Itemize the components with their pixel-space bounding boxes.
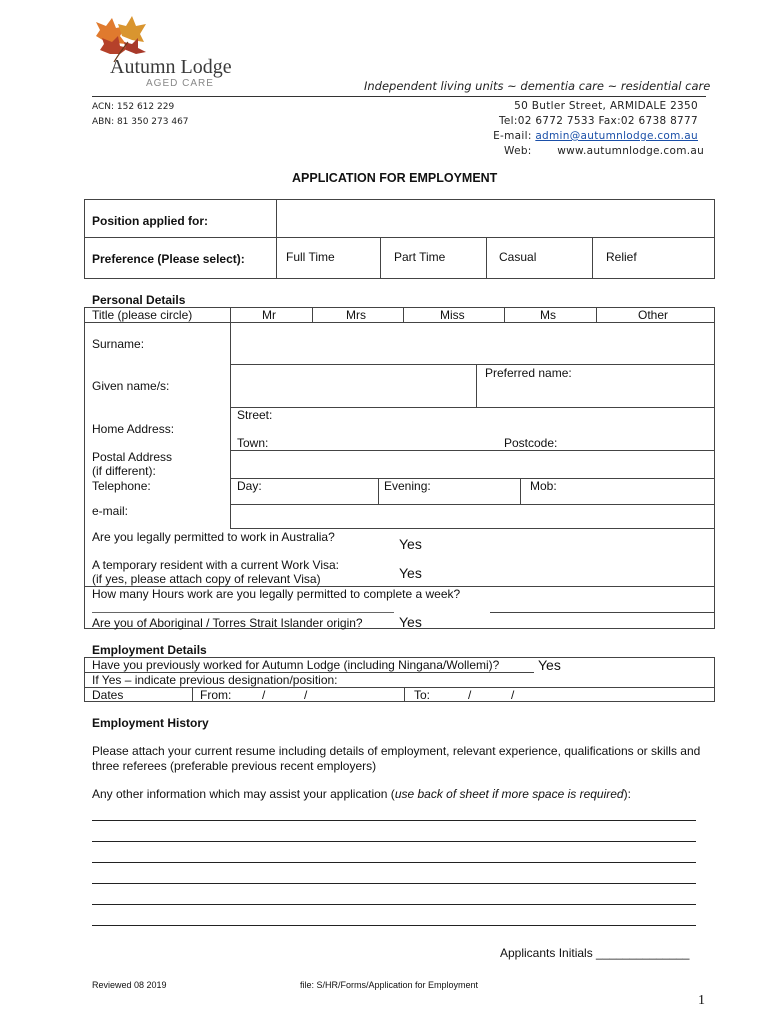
to-slash-1: / — [468, 688, 472, 702]
divider — [380, 237, 381, 279]
to-slash-2: / — [511, 688, 515, 702]
web-line — [504, 145, 704, 157]
other-info-italic: use back of sheet if more space is required — [394, 787, 624, 801]
hours-question: How many Hours work are you legally permitted to complete a week? — [92, 587, 461, 601]
divider — [84, 687, 715, 688]
file-path: file: S/HR/Forms/Application for Employment — [300, 980, 479, 990]
divider — [592, 237, 593, 279]
postcode-label: Postcode: — [504, 436, 558, 450]
previous-position-label: If Yes – indicate previous designation/position: — [92, 673, 338, 687]
position-input[interactable] — [278, 201, 713, 235]
title-miss[interactable]: Miss — [440, 308, 465, 322]
divider — [596, 307, 597, 322]
from-label: From: — [200, 688, 232, 702]
email-field-label: e-mail: — [92, 504, 129, 518]
abn: ABN: 81 350 273 467 — [92, 117, 189, 127]
option-part-time[interactable]: Part Time — [394, 250, 446, 264]
email-label: E-mail: — [493, 130, 532, 142]
postal-if-different-label: (if different): — [92, 464, 156, 478]
divider — [192, 687, 193, 702]
telephone-fax: Tel:02 6772 7533 Fax:02 6738 8777 — [498, 115, 698, 127]
answer-line-3[interactable] — [92, 862, 696, 863]
temp-resident-note: (if yes, please attach copy of relevant Visa) — [92, 572, 321, 586]
divider — [276, 199, 277, 279]
divider — [403, 307, 404, 322]
aboriginal-question: Are you of Aboriginal / Torres Strait Islander origin? — [92, 616, 363, 630]
divider — [312, 307, 313, 322]
aboriginal-yes[interactable]: Yes — [399, 614, 422, 630]
divider — [504, 307, 505, 322]
evening-label: Evening: — [384, 479, 431, 493]
web-label: Web: — [504, 145, 532, 157]
personal-details-heading: Personal Details — [92, 293, 186, 307]
answer-line-1[interactable] — [92, 820, 696, 821]
given-name-field[interactable] — [232, 366, 474, 406]
option-relief[interactable]: Relief — [606, 250, 637, 264]
divider — [230, 407, 715, 408]
postal-address-field[interactable] — [232, 452, 714, 477]
page-number: 1 — [698, 993, 705, 1008]
applicants-initials[interactable]: Applicants Initials ______________ — [500, 946, 690, 960]
title-other[interactable]: Other — [638, 308, 669, 322]
divider — [490, 612, 715, 613]
street-label: Street: — [237, 408, 273, 422]
resume-instructions: Please attach your current resume including details of employment, relevant experience, qualifications or skills and three referees (preferable previous recent employers) — [92, 744, 701, 773]
answer-line-6[interactable] — [92, 925, 696, 926]
other-info-label — [92, 787, 631, 801]
title-ms[interactable]: Ms — [540, 308, 556, 322]
answer-line-2[interactable] — [92, 841, 696, 842]
telephone-label: Telephone: — [92, 479, 151, 493]
given-name-label: Given name/s: — [92, 379, 170, 393]
divider — [404, 687, 405, 702]
mobile-label: Mob: — [530, 479, 557, 493]
worked-answer-line[interactable] — [628, 657, 715, 658]
preferred-name-label: Preferred name: — [485, 366, 572, 380]
divider — [84, 237, 715, 238]
email-link[interactable]: admin@autumnlodge.com.au — [535, 130, 698, 142]
answer-line-5[interactable] — [92, 904, 696, 905]
home-address-label: Home Address: — [92, 422, 175, 436]
dates-label: Dates — [92, 688, 124, 702]
divider — [486, 237, 487, 279]
email-field[interactable] — [232, 506, 714, 527]
other-info-end: ): — [623, 787, 631, 801]
town-label: Town: — [237, 436, 269, 450]
answer-line-4[interactable] — [92, 883, 696, 884]
option-casual[interactable]: Casual — [499, 250, 537, 264]
from-slash-1: / — [262, 688, 266, 702]
worked-question: Have you previously worked for Autumn Lodge (including Ningana/Wollemi)? — [92, 658, 500, 672]
other-info-text: Any other information which may assist your application ( — [92, 787, 395, 801]
title-mrs[interactable]: Mrs — [346, 308, 366, 322]
divider — [230, 364, 715, 365]
permitted-question: Are you legally permitted to work in Australia? — [92, 530, 335, 544]
temp-resident-yes[interactable]: Yes — [399, 565, 422, 581]
web-url: www.autumnlodge.com.au — [557, 145, 705, 157]
hours-answer-line[interactable] — [92, 612, 394, 613]
surname-label: Surname: — [92, 337, 145, 351]
divider — [230, 307, 231, 528]
divider — [378, 478, 379, 504]
preference-label: Preference (Please select): — [92, 252, 245, 266]
title-mr[interactable]: Mr — [262, 308, 276, 322]
divider — [230, 450, 715, 451]
to-label: To: — [414, 688, 431, 702]
title-label: Title (please circle) — [92, 308, 193, 322]
divider — [230, 478, 715, 479]
option-full-time[interactable]: Full Time — [286, 250, 335, 264]
email-line — [493, 130, 698, 142]
divider — [230, 528, 715, 529]
tagline: Independent living units ~ dementia care ~ residential care — [364, 79, 711, 93]
reviewed-date: Reviewed 08 2019 — [92, 980, 167, 990]
logo-name: Autumn Lodge — [110, 56, 232, 78]
surname-field[interactable] — [232, 324, 714, 363]
employment-history-heading: Employment History — [92, 716, 209, 730]
day-label: Day: — [237, 479, 262, 493]
position-label: Position applied for: — [92, 214, 208, 228]
postal-address-label: Postal Address — [92, 450, 173, 464]
divider — [520, 478, 521, 504]
divider — [476, 364, 477, 407]
worked-yes[interactable]: Yes — [538, 657, 561, 673]
acn: ACN: 152 612 229 — [92, 102, 175, 112]
permitted-yes[interactable]: Yes — [399, 536, 422, 552]
temp-resident-question: A temporary resident with a current Work Visa: — [92, 558, 339, 572]
divider — [230, 504, 715, 505]
logo-subtitle: AGED CARE — [146, 78, 214, 89]
address: 50 Butler Street, ARMIDALE 2350 — [514, 100, 698, 112]
from-slash-2: / — [304, 688, 308, 702]
form-title: APPLICATION FOR EMPLOYMENT — [292, 171, 498, 185]
employment-details-heading: Employment Details — [92, 643, 207, 657]
header-rule — [92, 96, 706, 97]
divider — [84, 322, 715, 323]
